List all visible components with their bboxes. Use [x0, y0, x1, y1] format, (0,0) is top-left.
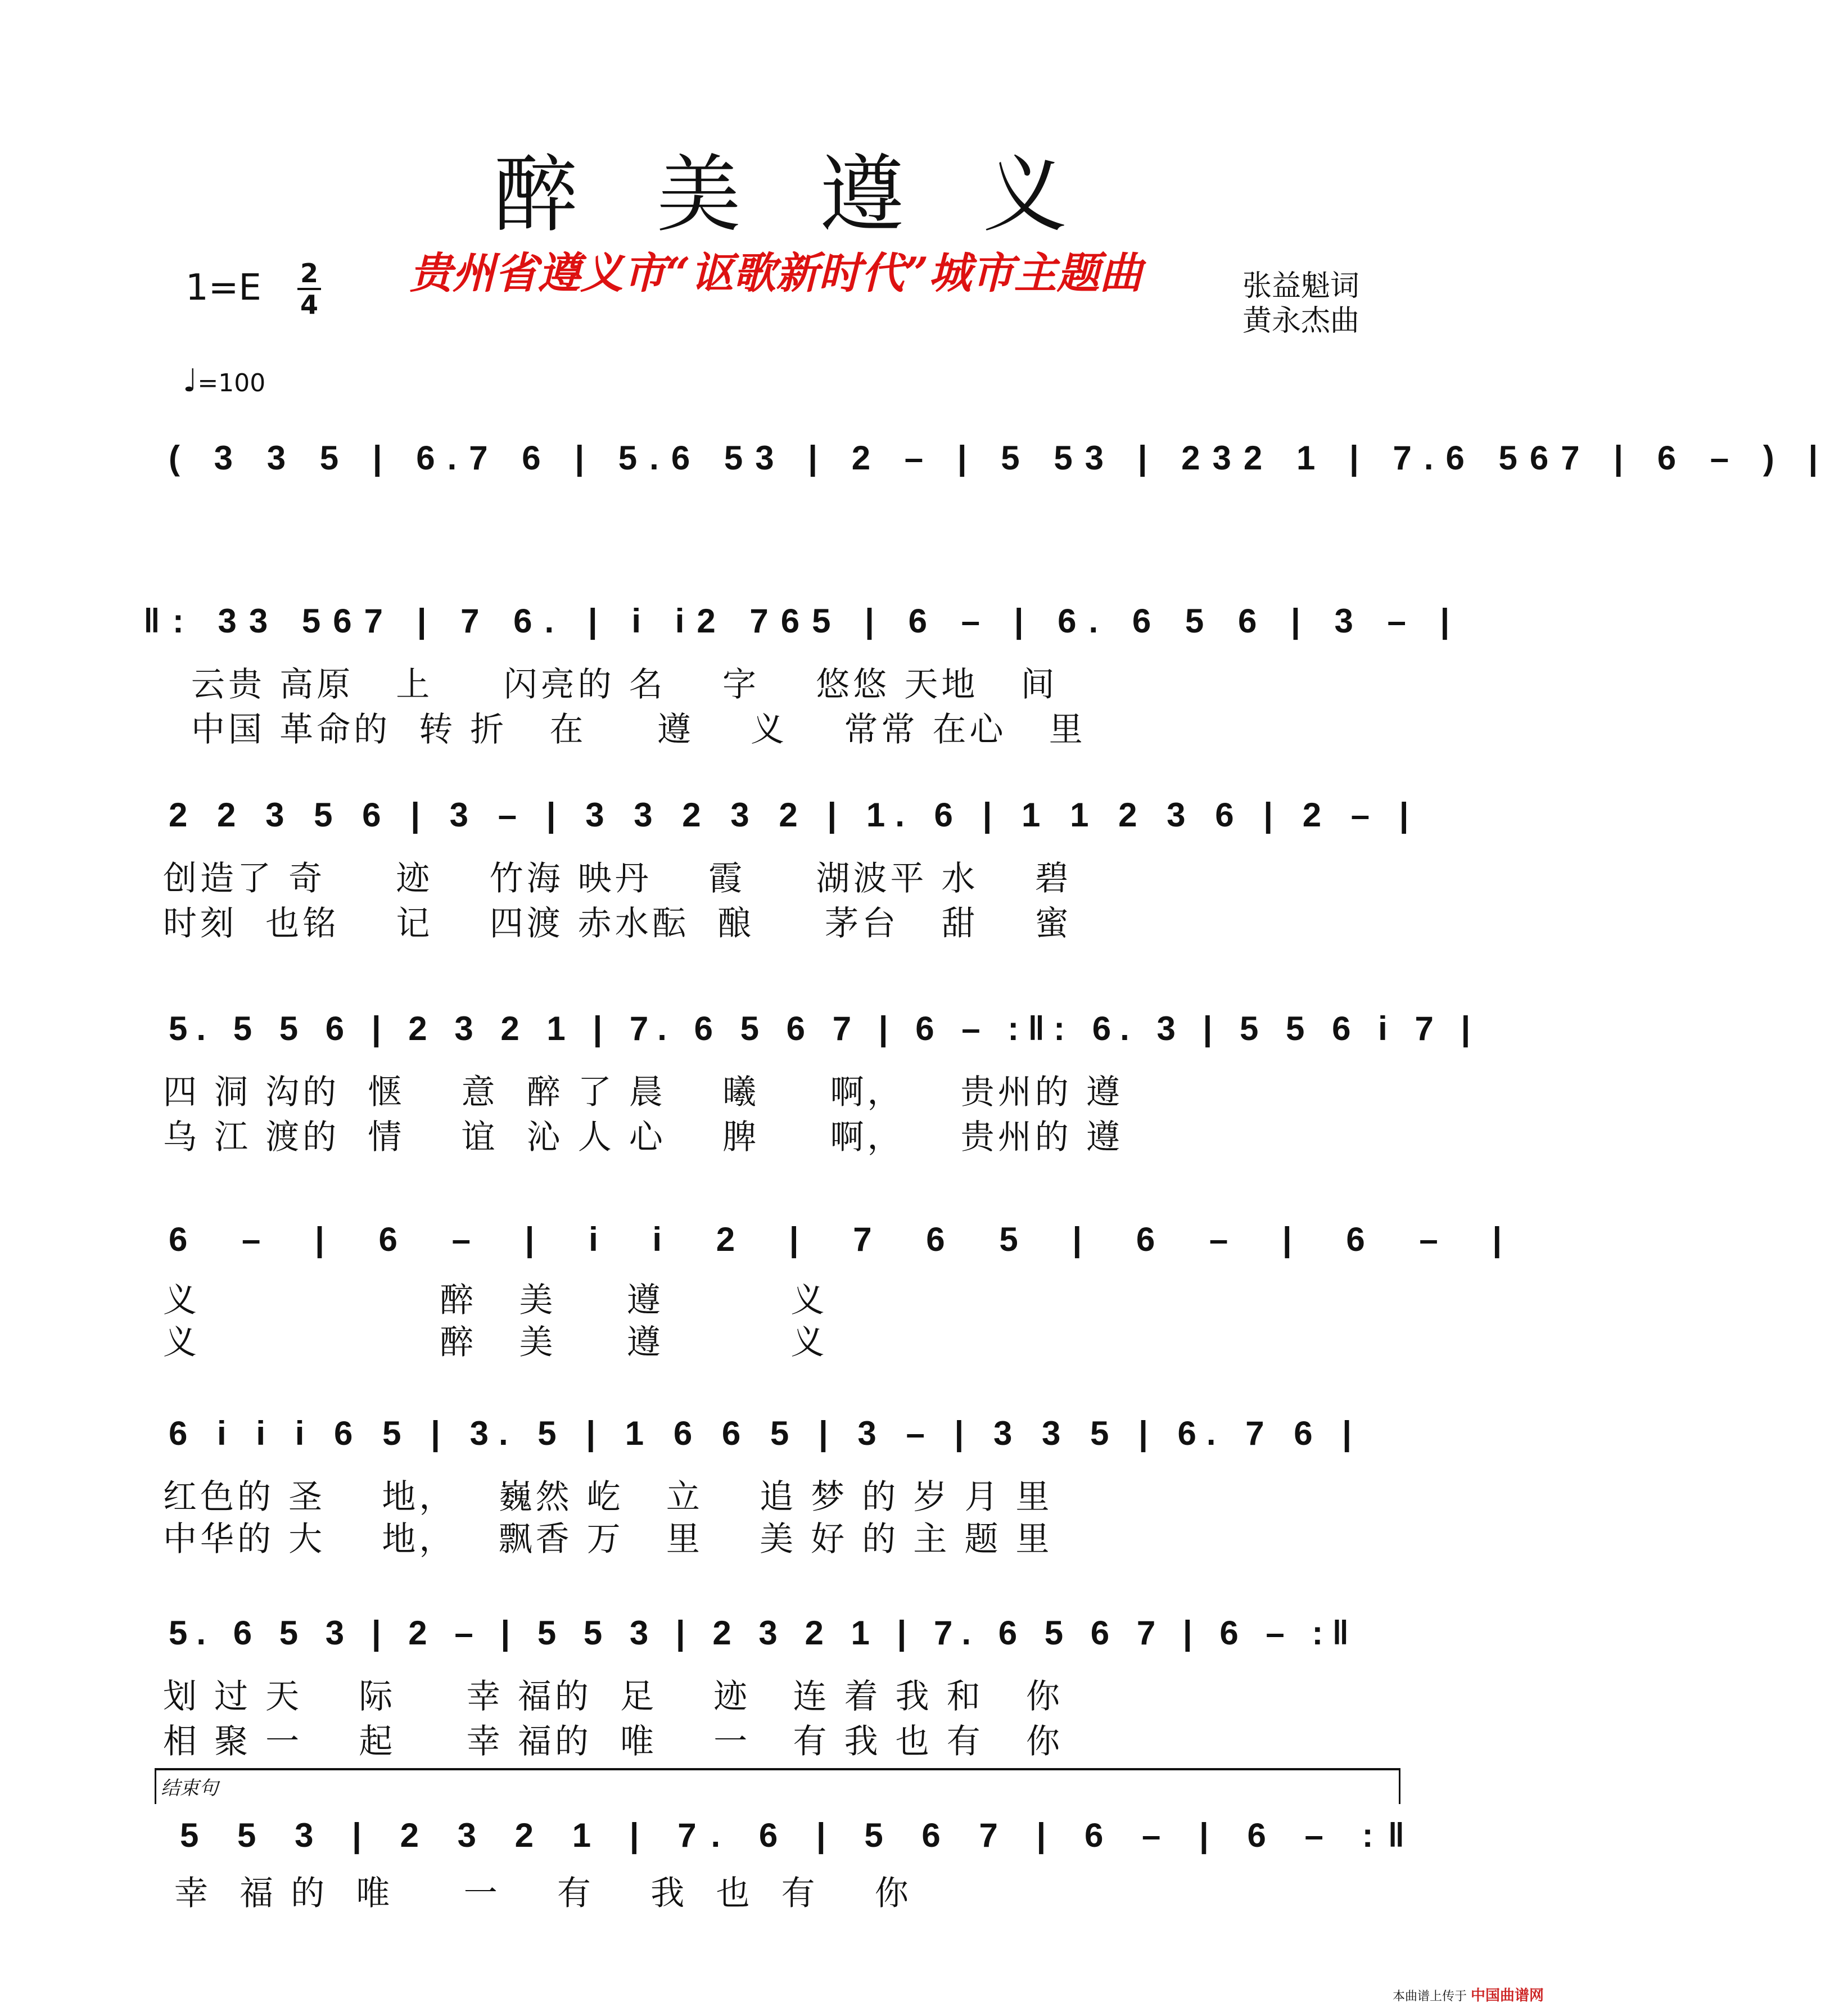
notation-line: 5. 5 5 6 | 2 3 2 1 | 7. 6 5 6 7 | 6 – :‖: 6. 3 | 5 5 6 i 7 |	[169, 1010, 1480, 1047]
lyrics-verse-1: 云贵 高原 上 闪亮的 名 字 悠悠 天地 间	[191, 665, 1058, 704]
notation-line: 6 i i i 6 5 | 3. 5 | 1 6 6 5 | 3 – | 3 3 5 | 6. 7 6 |	[169, 1414, 1362, 1452]
tempo-value: =100	[197, 369, 266, 397]
key-equals: =E	[208, 267, 261, 309]
quarter-note-icon: ♩	[183, 363, 198, 399]
notation-line: 6 – | 6 – | i i 2 | 7 6 5 | 6 – | 6 – |	[169, 1221, 1525, 1258]
lyrics-verse-2: 乌 江 渡的 情 谊 沁 人 心 脾 啊， 贵州的 遵	[163, 1118, 1123, 1157]
footer-site: 中国曲谱网	[1470, 1987, 1544, 2004]
time-signature	[295, 260, 323, 318]
ending-bracket	[155, 1768, 1400, 1804]
notation-line: ‖: 33 567 | 7 6. | i i2 765 | 6 – | 6. 6 5 6 | 3 – |	[143, 602, 1462, 640]
key-signature	[186, 267, 261, 309]
lyrics-verse-2: 义 醉 美 遵 义	[163, 1323, 828, 1362]
key-prefix: 1	[186, 267, 209, 309]
footer-watermark	[1393, 1984, 1544, 2005]
lyrics-verse-2: 中华的 大 地， 飘香 万 里 美 好 的 主 题 里	[163, 1520, 1053, 1559]
tempo-marking	[183, 363, 265, 399]
lyrics-verse-2: 中国 革命的 转 折 在 遵 义 常常 在心 里	[191, 710, 1086, 749]
lyrics-ending: 幸 福 的 唯 一 有 我 也 有 你	[174, 1874, 912, 1913]
footer-uploaded: 本曲谱上传于	[1392, 1990, 1467, 2004]
lyrics-verse-1: 四 洞 沟的 惬 意 醉 了 晨 曦 啊， 贵州的 遵	[163, 1073, 1123, 1112]
notation-line: 5. 6 5 3 | 2 – | 5 5 3 | 2 3 2 1 | 7. 6 5 6 7 | 6 – :‖	[169, 1614, 1358, 1652]
lyrics-verse-1: 义 醉 美 遵 义	[163, 1281, 828, 1320]
lyricist: 张益魁词	[1242, 269, 1360, 303]
composer: 黄永杰曲	[1242, 304, 1360, 338]
lyrics-verse-1: 红色的 圣 地， 巍然 屹 立 追 梦 的 岁 月 里	[163, 1477, 1053, 1517]
lyrics-verse-2: 相 聚 一 起 幸 福的 唯 一 有 我 也 有 你	[163, 1722, 1063, 1761]
lyrics-verse-1: 划 过 天 际 幸 福的 足 迹 连 着 我 和 你	[163, 1677, 1063, 1716]
lyrics-verse-2: 时刻 也铭 记 四渡 赤水酝 酿 茅台 甜 蜜	[163, 904, 1072, 943]
notation-line: ( 3 3 5 | 6.7 6 | 5.6 53 | 2 – | 5 53 | 232 1 | 7.6 567 | 6 – ) |	[169, 439, 1830, 477]
credits	[1242, 269, 1359, 338]
notation-line: 2 2 3 5 6 | 3 – | 3 3 2 3 2 | 1. 6 | 1 1 2 3 6 | 2 – |	[169, 796, 1419, 834]
time-signature-top: 2	[300, 258, 318, 288]
song-title: 醉美遵义	[493, 146, 1146, 244]
ending-label: 结束句	[161, 1777, 218, 1800]
lyrics-verse-1: 创造了 奇 迹 竹海 映丹 霞 湖波平 水 碧	[163, 859, 1072, 898]
notation-line: 5 5 3 | 2 3 2 1 | 7. 6 | 5 6 7 | 6 – | 6 – :‖	[180, 1816, 1420, 1854]
time-signature-bottom: 4	[300, 290, 318, 320]
song-subtitle: 贵州省遵义市“讴歌新时代”城市主题曲	[409, 248, 1142, 298]
